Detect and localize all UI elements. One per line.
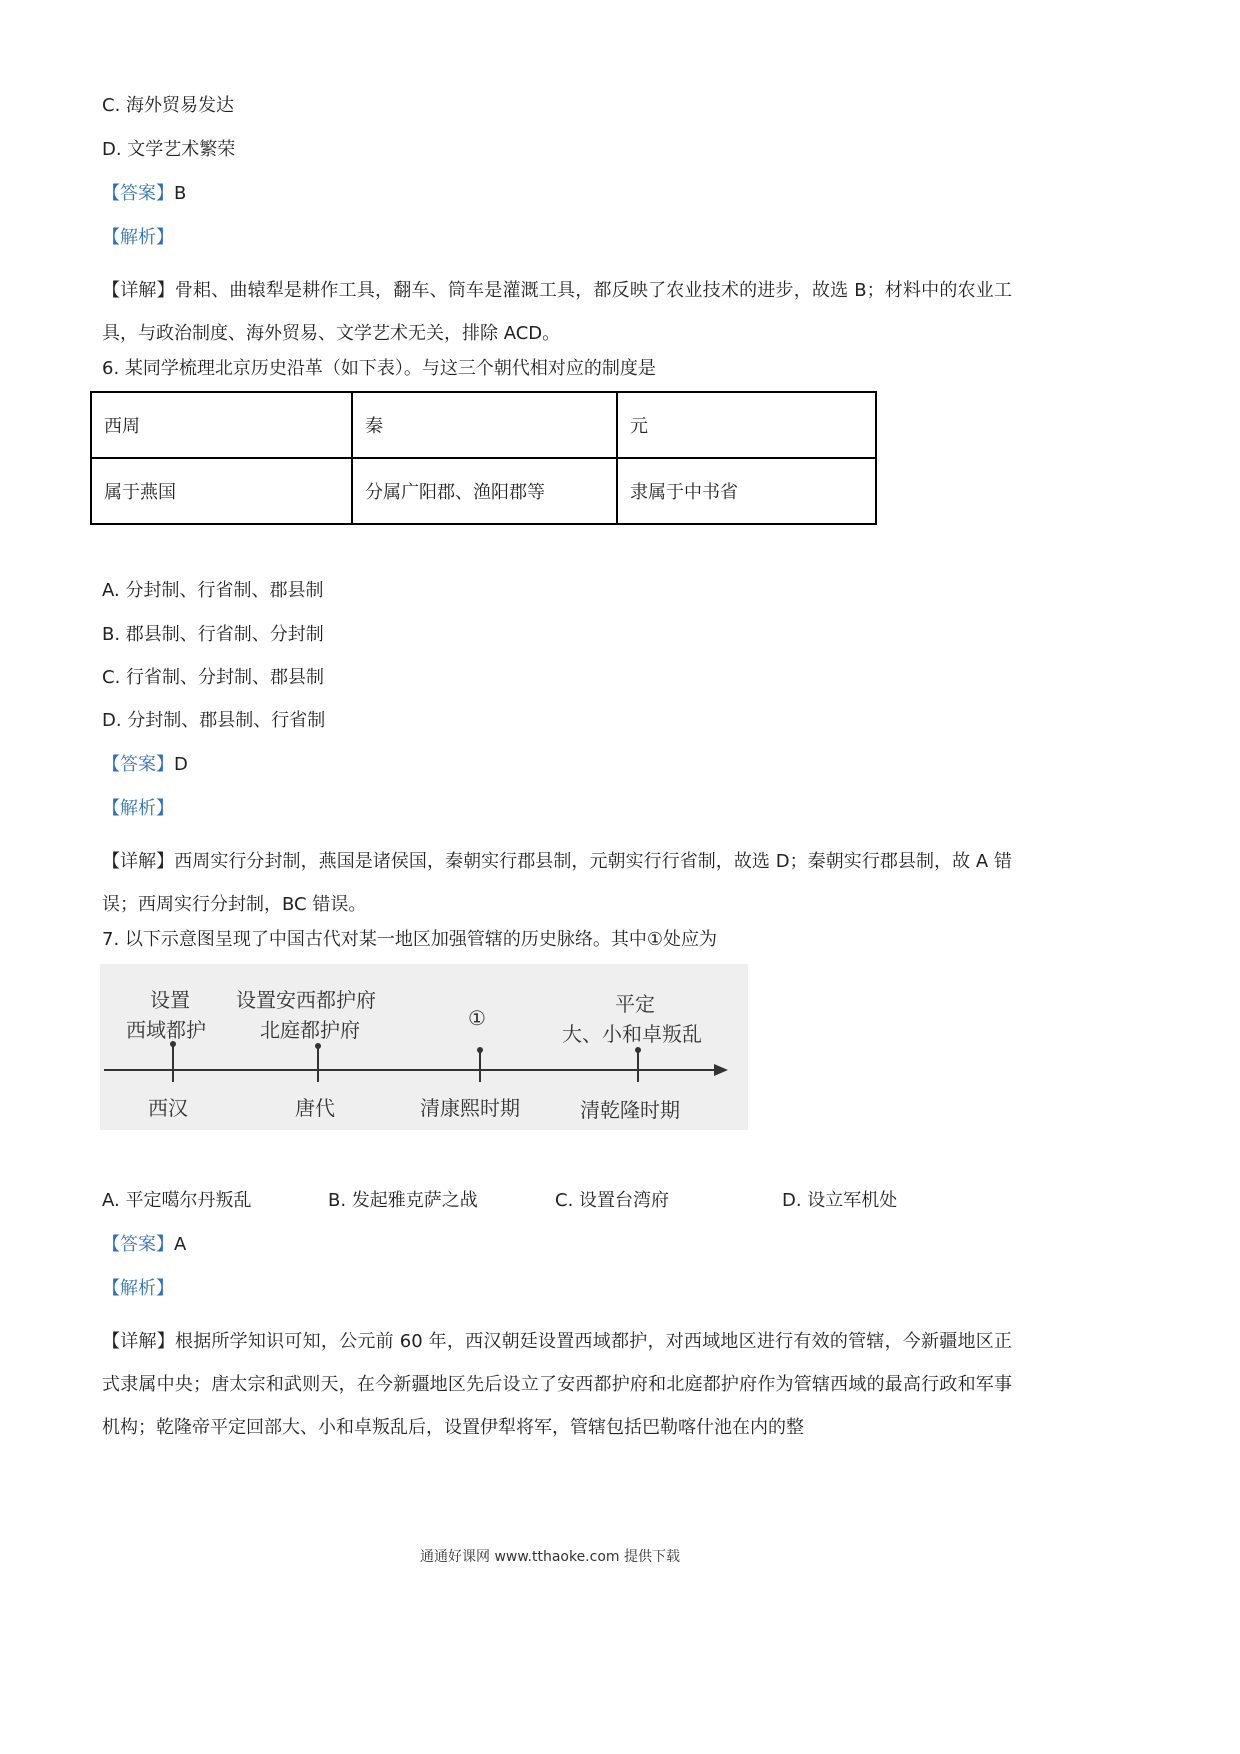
table-cell: 分属广阳郡、渔阳郡等 xyxy=(352,458,617,524)
q6-question: 6. 某同学梳理北京历史沿革（如下表）。与这三个朝代相对应的制度是 xyxy=(102,358,656,379)
q7-detail xyxy=(102,1320,1012,1449)
table-cell: 隶属于中书省 xyxy=(617,458,876,524)
q5-answer xyxy=(102,182,186,206)
detail-text: 西周实行分封制，燕国是诸侯国，秦朝实行郡县制，元朝实行行省制，故选 D；秦朝实行郡县制，故 A 错误；西周实行分封制，BC 错误。 xyxy=(102,851,1012,915)
table-cell: 属于燕国 xyxy=(91,458,352,524)
event-label-top: 设置 xyxy=(150,988,190,1012)
table-row xyxy=(91,392,876,458)
answer-label: 【答案】 xyxy=(102,1234,174,1255)
event-label-bottom: 西域都护 xyxy=(126,1018,206,1042)
event-label-bottom: 北庭都护府 xyxy=(260,1018,360,1042)
page-footer: 通通好课网 www.tthaoke.com 提供下载 xyxy=(420,1549,680,1565)
period-label: 西汉 xyxy=(148,1096,188,1120)
q5-option-c: C. 海外贸易发达 xyxy=(102,95,235,116)
q5-option-d: D. 文学艺术繁荣 xyxy=(102,139,236,160)
q6-analysis-label: 【解析】 xyxy=(102,798,174,819)
table-cell: 元 xyxy=(617,392,876,458)
table-row xyxy=(91,458,876,524)
table-cell: 西周 xyxy=(91,392,352,458)
q7-answer xyxy=(102,1233,186,1257)
q6-detail xyxy=(102,840,1012,926)
timeline-diagram xyxy=(100,964,748,1130)
detail-label: 【详解】 xyxy=(102,1331,175,1352)
q6-option-d: D. 分封制、郡县制、行省制 xyxy=(102,710,326,731)
answer-value: D xyxy=(174,754,188,775)
detail-text: 骨耜、曲辕犁是耕作工具，翻车、筒车是灌溉工具，都反映了农业技术的进步，故选 B；材料中的农业工具，与政治制度、海外贸易、文学艺术无关，排除 ACD。 xyxy=(102,280,1012,344)
event-label-top: 平定 xyxy=(615,992,655,1016)
period-label: 唐代 xyxy=(295,1096,335,1120)
answer-label: 【答案】 xyxy=(102,183,174,204)
event-label-top: 设置安西都护府 xyxy=(236,988,376,1012)
detail-text: 根据所学知识可知，公元前 60 年，西汉朝廷设置西域都护，对西域地区进行有效的管辖，今新疆地区正式隶属中央；唐太宗和武则天，在今新疆地区先后设立了安西都护府和北庭都护府作为管辖西域的最高行政和军事机构；乾隆帝平定回部大、小和卓叛乱后，设置伊犁将军，管辖包括巴勒喀什池在内的整 xyxy=(102,1331,1013,1438)
q6-option-a: A. 分封制、行省制、郡县制 xyxy=(102,580,324,601)
q7-analysis-label: 【解析】 xyxy=(102,1278,174,1299)
q5-analysis-label: 【解析】 xyxy=(102,227,174,248)
table-cell: 秦 xyxy=(352,392,617,458)
q7-option-a: A. 平定噶尔丹叛乱 xyxy=(102,1190,252,1211)
q7-option-b: B. 发起雅克萨之战 xyxy=(328,1190,478,1211)
q5-detail xyxy=(102,269,1012,355)
answer-value: A xyxy=(174,1234,187,1255)
q7-option-c: C. 设置台湾府 xyxy=(555,1190,670,1211)
q7-question: 7. 以下示意图呈现了中国古代对某一地区加强管辖的历史脉络。其中①处应为 xyxy=(102,929,718,950)
period-label: 清乾隆时期 xyxy=(580,1098,680,1122)
detail-label: 【详解】 xyxy=(102,851,175,872)
event-marker-circled-1: ① xyxy=(468,1006,486,1030)
answer-label: 【答案】 xyxy=(102,754,174,775)
q6-history-table xyxy=(90,391,877,525)
q6-option-b: B. 郡县制、行省制、分封制 xyxy=(102,624,324,645)
q7-option-d: D. 设立军机处 xyxy=(782,1190,898,1211)
q6-answer xyxy=(102,753,188,777)
answer-value: B xyxy=(174,183,187,204)
period-label: 清康熙时期 xyxy=(420,1096,520,1120)
q6-option-c: C. 行省制、分封制、郡县制 xyxy=(102,667,325,688)
event-label-bottom: 大、小和卓叛乱 xyxy=(562,1022,702,1046)
detail-label: 【详解】 xyxy=(102,280,175,301)
